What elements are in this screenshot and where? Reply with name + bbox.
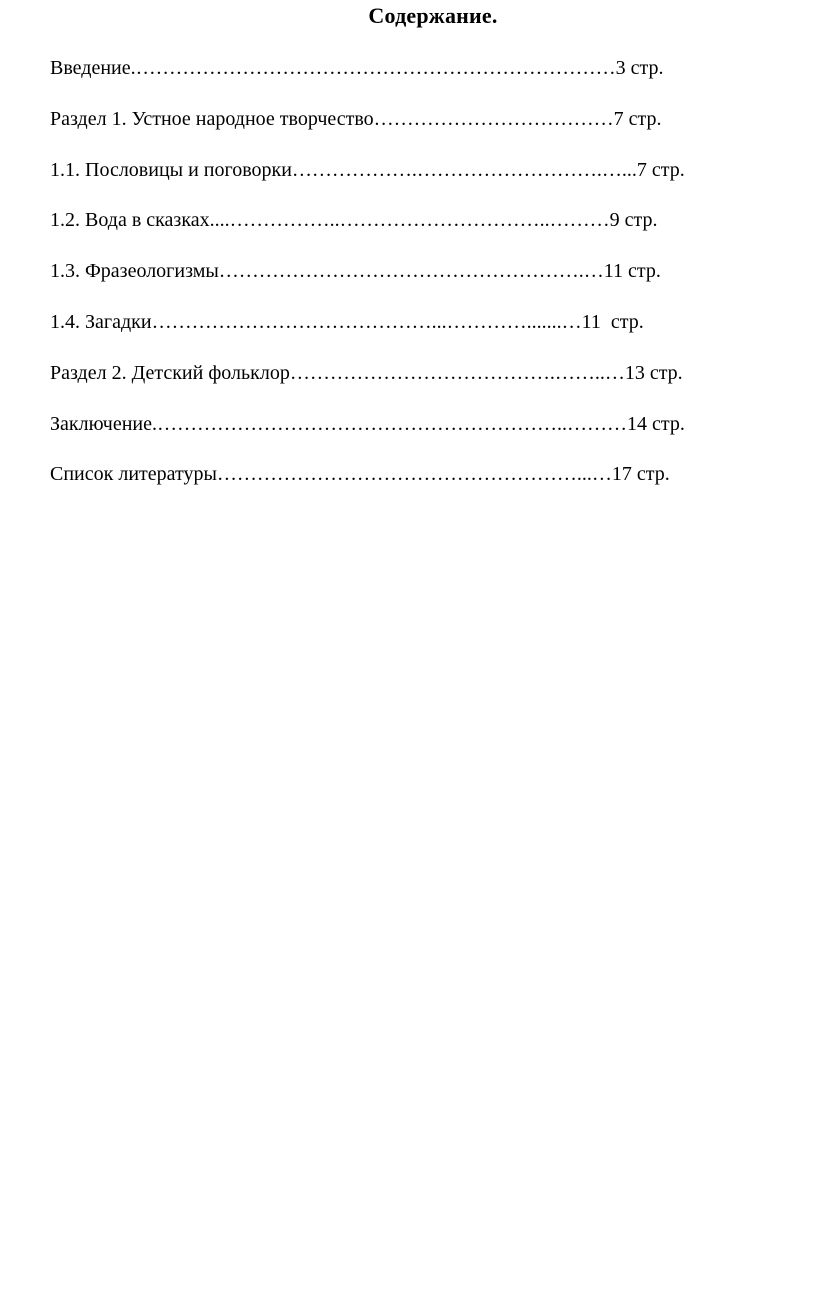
toc-entry-text: 1.2. Вода в сказках....……………..…………………………..………9 стр. — [50, 209, 658, 232]
toc-entry-section-1 — [50, 105, 816, 156]
toc-entry-1-4 — [50, 308, 816, 359]
toc-entry-text: 1.4. Загадки……………………………………...………….......…11 стр. — [50, 310, 644, 333]
toc-entry-conclusion — [50, 410, 816, 461]
toc-entry-text: Список литературы………………………………………………...…17 стр. — [50, 463, 670, 486]
toc-entry-section-2 — [50, 359, 816, 410]
toc-entry-text: 1.3. Фразеологизмы……………………………………………….…11 стр. — [50, 260, 661, 283]
toc-entry-1-2 — [50, 206, 816, 257]
toc-entry-1-3 — [50, 257, 816, 308]
toc-entry-text: Заключение.……………………………………………………..………14 стр. — [50, 412, 685, 435]
toc-entry-references — [50, 460, 816, 511]
toc-entry-text: Введение.………………………………………………………………3 стр. — [50, 57, 664, 79]
toc-entry-text: Раздел 2. Детский фольклор………………………………….……..…13 стр. — [50, 361, 683, 384]
page-title: Содержание. — [368, 3, 498, 28]
toc-entry-1-1 — [50, 156, 816, 207]
toc-entry-text: Раздел 1. Устное народное творчество………………………………7 стр. — [50, 107, 662, 130]
toc-entry-introduction — [50, 54, 816, 105]
table-of-contents — [50, 54, 816, 511]
toc-entry-text: 1.1. Пословицы и поговорки……………….……………………….…...7 стр. — [50, 158, 685, 181]
